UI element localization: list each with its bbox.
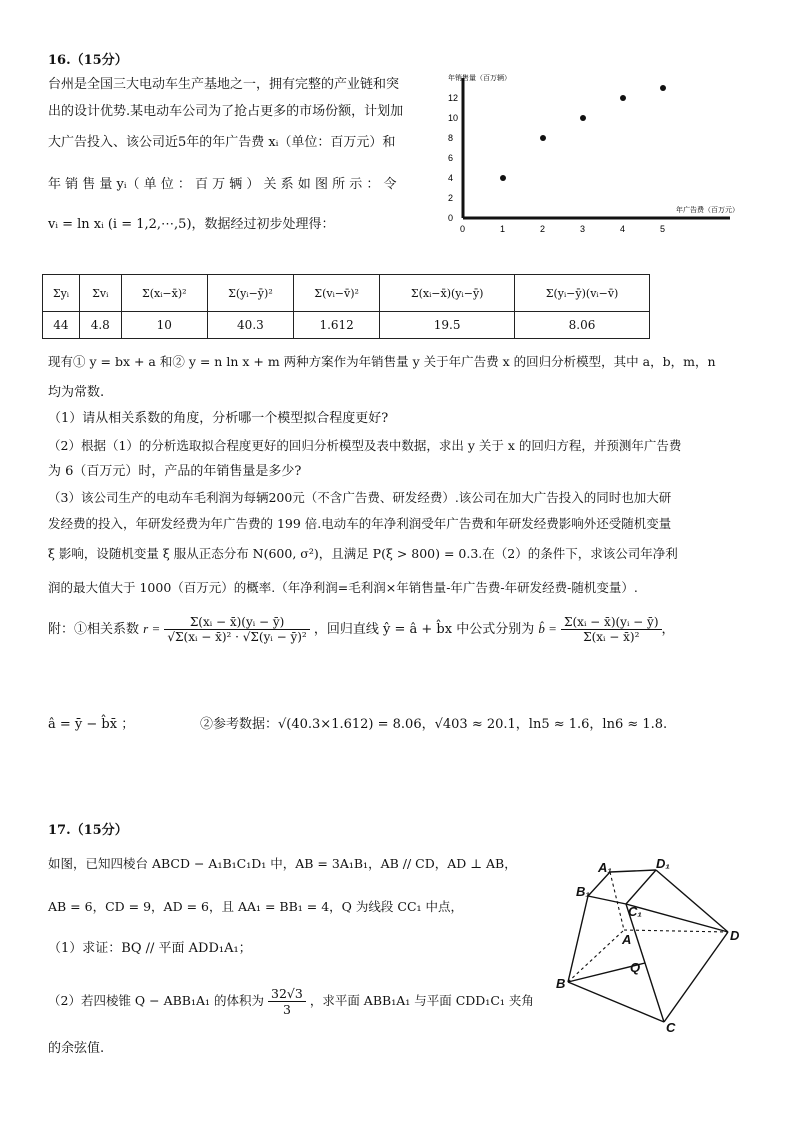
table-cell: 1.612 <box>294 312 380 339</box>
vertex-label: A <box>622 932 632 947</box>
table-header: Σvᵢ <box>79 275 121 312</box>
models-line: 现有① y = bx + a 和② y = n ln x + m 两种方案作为年销售量 y 关于年广告费 x 的回归分析模型，其中 a，b，m，n <box>48 354 716 369</box>
y-tick-label: 6 <box>448 153 454 163</box>
q16-intro-line: 出的设计优势.某电动车公司为了抢占更多的市场份额，计划加 <box>48 104 404 119</box>
table-cell: 40.3 <box>207 312 293 339</box>
q17-part2-pre: （2）若四棱锥 Q − ABB₁A₁ 的体积为 <box>48 993 265 1008</box>
q16-part3-cont: 润的最大值大于 1000（百万元）的概率.（年净利润=毛利润×年销售量-年广告费-年研发经费-随机变量）. <box>48 580 638 595</box>
table-header: Σ(xᵢ−x̄)² <box>121 275 207 312</box>
table-cell: 44 <box>43 312 80 339</box>
q17-part2-post: ，求平面 ABB₁A₁ 与平面 CDD₁C₁ 夹角 <box>309 993 534 1008</box>
r-lhs: r = <box>143 621 161 636</box>
q16-part3: （3）该公司生产的电动车毛利润为每辆200元（不含广告费、研发经费）.该公司在加大广告投入的同时也加大研 <box>48 490 672 505</box>
q16-part1: （1）请从相关系数的角度，分析哪一个模型拟合程度更好? <box>48 411 389 426</box>
q17-part1: （1）求证：BQ // 平面 ADD₁A₁； <box>48 941 252 956</box>
appendix-formulas: 附：①相关系数 r = $\frac{\text{Σ(xᵢ − x̄)(yᵢ − ȳ)}}{\text{√Σ(xᵢ − x̄)² · √Σ(yᵢ − ȳ)²}}$ ，回归直线 ŷ = â + b̂x 中公式分别为 b̂ = $\frac{\text{Σ(xᵢ − x̄)(yᵢ − ȳ)}}{\text{Σ(xᵢ − x̄)²}}$ ， <box>48 615 675 644</box>
appendix-label: 附：①相关系数 <box>48 622 140 637</box>
frustum-figure <box>552 852 752 1042</box>
y-tick-label: 2 <box>448 193 454 203</box>
y-tick-label: 4 <box>448 173 454 183</box>
y-axis-label: 年销售量（百万辆） <box>448 75 511 82</box>
y-tick-label: 10 <box>448 113 459 123</box>
data-point <box>540 135 546 141</box>
table-header: Σ(yᵢ−ȳ)(vᵢ−v̄) <box>515 275 650 312</box>
table-cell: 4.8 <box>79 312 121 339</box>
volume-denominator: 3 <box>282 1002 291 1017</box>
slope-fraction <box>561 615 662 644</box>
reference-data: ②参考数据：√(40.3×1.612) = 8.06，√403 ≈ 20.1，ln5 ≈ 1.6，ln6 ≈ 1.8. <box>200 717 668 732</box>
models-line-end: 均为常数. <box>48 385 105 400</box>
x-tick-label: 5 <box>660 224 666 234</box>
q17-part2 <box>48 986 534 1017</box>
q17-part2-end: 的余弦值. <box>48 1041 105 1056</box>
volume-numerator: 32√3 <box>268 986 306 1002</box>
q16-heading: 16.（15分） <box>48 53 128 68</box>
table-cell: 19.5 <box>380 312 515 339</box>
data-point <box>500 175 506 181</box>
table-header: Σyᵢ <box>43 275 80 312</box>
x-tick-label: 0 <box>460 224 466 234</box>
intercept-formula: â = ȳ − b̂x̄ ； <box>48 717 135 732</box>
vertex-label: B <box>556 976 566 991</box>
vertex-label: A₁ <box>598 860 612 875</box>
q17-heading: 17.（15分） <box>48 823 128 838</box>
q16-intro-line: 大广告投入、该公司近5年的年广告费 xᵢ（单位：百万元）和 <box>48 135 396 150</box>
table-cell: 10 <box>121 312 207 339</box>
summary-table <box>42 274 650 339</box>
vertex-label: D <box>730 928 740 943</box>
r-numerator: Σ(xᵢ − x̄)(yᵢ − ȳ) <box>164 615 309 630</box>
b-numerator: Σ(xᵢ − x̄)(yᵢ − ȳ) <box>561 615 662 630</box>
q16-intro-line: 年 销 售 量 yᵢ（ 单 位 ： 百 万 辆 ） 关 系 如 图 所 示 ： 令 <box>48 177 397 192</box>
b-denominator: Σ(xᵢ − x̄)² <box>583 630 640 644</box>
q16-part3-cont: 发经费的投入，年研发经费为年广告费的 199 倍.电动车的年净利润受年广告费和年研发经费影响外还受随机变量 <box>48 516 672 531</box>
sales-scatter-chart <box>440 66 740 246</box>
table-header: Σ(vᵢ−v̄)² <box>294 275 380 312</box>
y-tick-label: 8 <box>448 133 454 143</box>
b-lhs: b̂ = <box>538 621 557 636</box>
data-point <box>660 85 666 91</box>
table-header: Σ(yᵢ−ȳ)² <box>207 275 293 312</box>
vertex-label: Q <box>630 960 641 975</box>
vertex-label: B₁ <box>576 884 590 899</box>
correlation-fraction <box>164 615 309 644</box>
y-tick-label: 12 <box>448 93 459 103</box>
table-cell: 8.06 <box>515 312 650 339</box>
x-tick-label: 1 <box>500 224 506 234</box>
r-denominator: √Σ(xᵢ − x̄)² · √Σ(yᵢ − ȳ)² <box>167 630 307 644</box>
regression-text: ，回归直线 ŷ = â + b̂x 中公式分别为 <box>313 622 535 637</box>
data-point <box>580 115 586 121</box>
x-tick-label: 3 <box>580 224 586 234</box>
vertex-label: D₁ <box>656 856 670 871</box>
q17-line: AB = 6，CD = 9，AD = 6，且 AA₁ = BB₁ = 4，Q 为线段 CC₁ 中点， <box>48 899 463 914</box>
q16-intro-line: vᵢ = ln xᵢ (i = 1,2,⋯,5)，数据经过初步处理得： <box>48 217 335 232</box>
q17-line: 如图，已知四棱台 ABCD − A₁B₁C₁D₁ 中，AB = 3A₁B₁，AB // CD，AD ⊥ AB， <box>48 856 517 871</box>
y-tick-label: 0 <box>448 213 454 223</box>
table-header: Σ(xᵢ−x̄)(yᵢ−ȳ) <box>380 275 515 312</box>
x-tick-label: 4 <box>620 224 626 234</box>
q16-part2: （2）根据（1）的分析选取拟合程度更好的回归分析模型及表中数据，求出 y 关于 x 的回归方程，并预测年广告费 <box>48 438 682 453</box>
x-axis-label: 年广告费（百万元） <box>676 207 739 214</box>
x-tick-label: 2 <box>540 224 546 234</box>
volume-fraction <box>268 986 306 1017</box>
q16-part2-cont: 为 6（百万元）时，产品的年销售量是多少? <box>48 464 302 479</box>
vertex-label: C₁ <box>628 904 642 919</box>
q16-intro-line: 台州是全国三大电动车生产基地之一，拥有完整的产业链和突 <box>48 77 400 92</box>
vertex-label: C <box>666 1020 676 1035</box>
data-point <box>620 95 626 101</box>
q16-part3-cont: ξ 影响，设随机变量 ξ 服从正态分布 N(600, σ²)，且满足 P(ξ > 800) = 0.3.在（2）的条件下，求该公司年净利 <box>48 546 678 561</box>
